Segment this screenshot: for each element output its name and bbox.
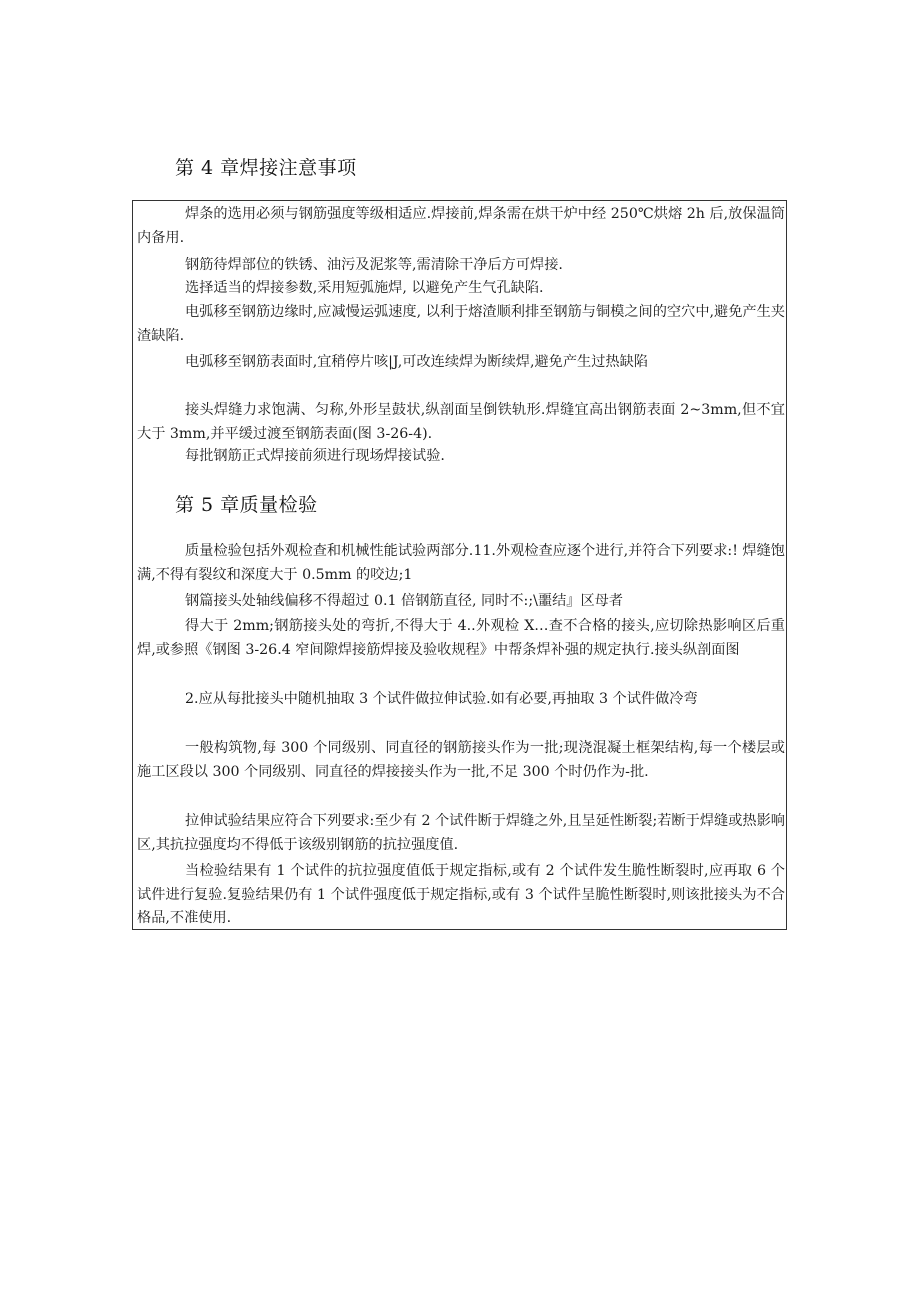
ch4-paragraph-4: 电弧移至钢筋边缘时,应减慢运弧速度, 以利于熔渣顺利排至钢筋与铜模之间的空穴中,避免产生夹渣缺陷.: [137, 304, 785, 344]
ch5-paragraph-4: 2.应从每批接头中随机抽取 3 个试件做拉伸试验.如有必要,再抽取 3 个试件做冷弯: [185, 691, 698, 707]
ch5-paragraph-2: 钢篇接头处轴线偏移不得超过 0.1 倍钢筋直径, 同时不:;\噩结』区母者: [185, 593, 624, 609]
ch4-paragraph-3: 选择适当的焊接参数,采用短弧施焊, 以避免产生气孔缺陷.: [185, 280, 544, 296]
chapter4-heading: 第 4 章焊接注意事项: [175, 157, 357, 179]
ch5-paragraph-5: 一般构筑物,每 300 个同级别、同直径的钢筋接头作为一批;现浇混凝土框架结构,每一个楼层或施工区段以 300 个同级别、同直径的焊接接头作为一批,不足 300 个时仍作为-批.: [137, 740, 785, 780]
ch4-paragraph-5: 电弧移至钢筋表面时,宜稍停片咳|J,可改连续焊为断续焊,避免产生过热缺陷: [185, 354, 648, 370]
ch5-paragraph-3: 得大于 2mm;钢筋接头处的弯折,不得大于 4..外观检 X…查不合格的接头,应切除热影响区后重焊,或参照《钢图 3-26.4 窄间隙焊接筋焊接及验收规程》中帮条焊补强的规定执行.接头纵剖面图: [137, 618, 785, 658]
ch4-paragraph-7: 每批钢筋正式焊接前须进行现场焊接试验.: [185, 448, 445, 464]
ch5-paragraph-6: 拉伸试验结果应符合下列要求:至少有 2 个试件断于焊缝之外,且呈延性断裂;若断于焊缝或热影响区,其抗拉强度均不得低于该级别钢筋的抗拉强度值.: [137, 813, 785, 853]
ch4-paragraph-2: 钢筋待焊部位的铁锈、油污及泥浆等,需清除干净后方可焊接.: [185, 257, 563, 273]
ch5-paragraph-1: 质量检验包括外观检查和机械性能试验两部分.11.外观检查应逐个进行,并符合下列要求:! 焊缝饱满,不得有裂纹和深度大于 0.5mm 的咬边;1: [137, 543, 785, 583]
chapter5-heading: 第 5 章质量检验: [175, 494, 318, 516]
ch5-paragraph-7: 当检验结果有 1 个试件的抗拉强度值低于规定指标,或有 2 个试件发生脆性断裂时,应再取 6 个试件进行复验.复验结果仍有 1 个试件强度低于规定指标,或有 3 个试件呈脆性断裂时,则该批接头为不合格品,不准使用.: [137, 863, 785, 926]
content-frame: [132, 200, 787, 930]
ch4-paragraph-1: 焊条的选用必须与钢筋强度等级相适应.焊接前,焊条需在烘干炉中经 250℃烘熔 2h 后,放保温筒内备用.: [137, 206, 785, 246]
ch4-paragraph-6: 接头焊缝力求饱满、匀称,外形呈鼓状,纵剖面呈倒铁轨形.焊缝宜高出钢筋表面 2~3mm,但不宜大于 3mm,并平缓过渡至钢筋表面(图 3-26-4).: [137, 402, 785, 442]
